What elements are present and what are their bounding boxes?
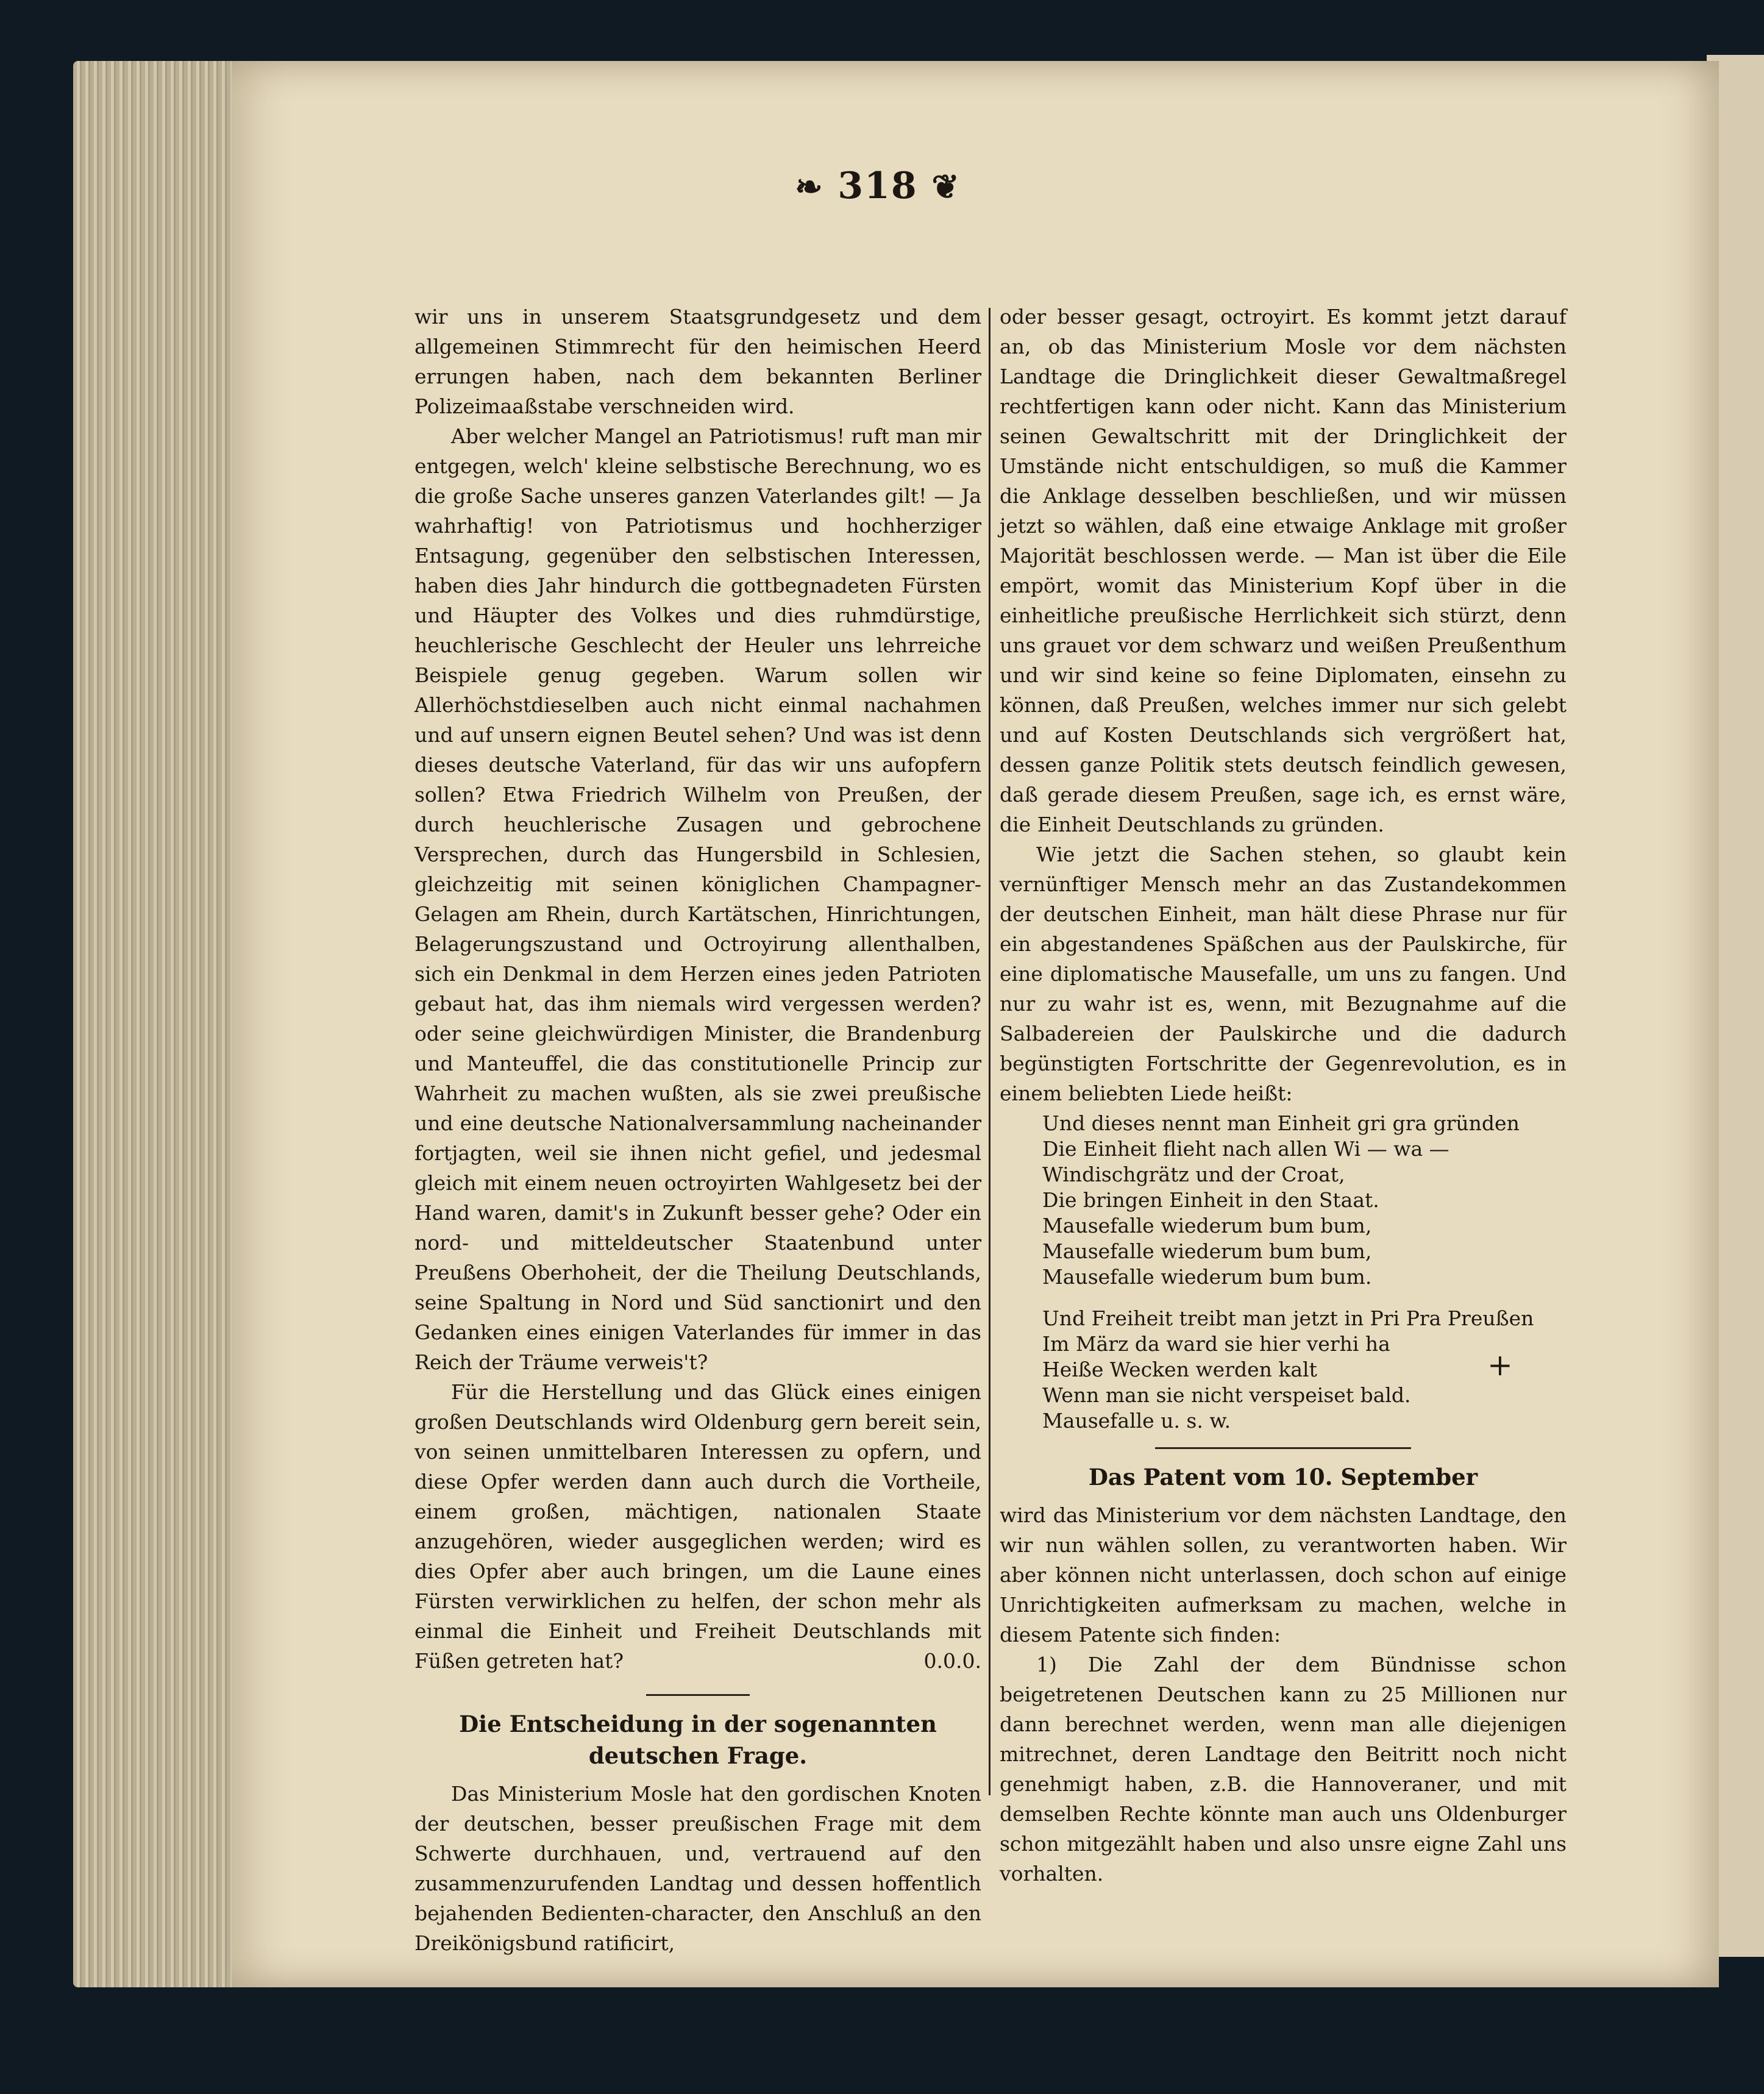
author-signature: 0.0.0. (923, 1649, 981, 1673)
stanza-gap (1042, 1290, 1567, 1306)
cross-mark: + (1487, 1347, 1513, 1383)
section-heading: Die Entscheidung in der sogenannten deutschen Frage. (459, 1711, 937, 1769)
verse-line: Windischgrätz und der Croat, (1042, 1163, 1345, 1186)
verse-line: Und dieses nennt man Einheit gri gra gründen (1042, 1111, 1520, 1135)
verse-line: Mausefalle wiederum bum bum, (1042, 1239, 1372, 1263)
left-column (414, 302, 981, 1958)
verse-line: Und Freiheit treibt man jetzt in Pri Pra Preußen (1042, 1306, 1534, 1330)
verse-line: Wenn man sie nicht verspeiset bald. (1042, 1383, 1411, 1407)
verse-line: Mausefalle wiederum bum bum, (1042, 1214, 1372, 1238)
verse-line: Im März da ward sie hier verhi ha (1042, 1332, 1390, 1356)
song-stanza (1042, 1111, 1567, 1434)
verse-line: Die Einheit flieht nach allen Wi — wa — (1042, 1137, 1449, 1161)
section-rule (1155, 1447, 1411, 1449)
page-number: ❧ 318 ❦ (795, 165, 961, 207)
book-page-edges (73, 61, 256, 1987)
paragraph: Das Ministerium Mosle hat den gordischen Knoten der deutschen, besser preußischen Frage mit dem Schwerte durchhauen, und, vertrauend auf den zusammenzurufenden Landtag und dessen hoffentlich bejahenden Bedienten-character, den Anschluß an den Dreikönigsbund ratificirt, (414, 1782, 981, 1955)
paragraph: Für die Herstellung und das Glück eines einigen großen Deutschlands wird Oldenburg gern bereit sein, von seinen unmittelbaren Interessen zu opfern, und diese Opfer werden dann auch durch die Vortheile, einem großen, mächtigen, nationalen Staate anzugehören, wieder ausgeglichen werden; wird es dies Opfer aber auch bringen, um die Laune eines Fürsten verwirklichen zu helfen, der schon mehr als einmal die Einheit und Freiheit Deutschlands mit Füßen getreten hat? 0.0.0. (414, 1377, 981, 1676)
verse-line: Heiße Wecken werden kalt (1042, 1358, 1317, 1381)
paragraph: wir uns in unserem Staatsgrundgesetz und dem allgemeinen Stimmrecht für den heimischen Heerd errungen haben, nach dem bekannten Berliner Polizeimaaßstabe verschneiden wird. (414, 305, 981, 418)
right-column (1000, 302, 1567, 1889)
paragraph: Aber welcher Mangel an Patriotismus! ruft man mir entgegen, welch' kleine selbstische Berechnung, wo es die große Sache unseres ganzen Vaterlandes gilt! — Ja wahrhaftig! von Patriotismus und hochherziger Entsagung, gegenüber den selbstischen Interessen, haben dies Jahr hindurch die gottbegnadeten Fürsten und Häupter des Volkes und dies ruhmdürstige, heuchlerische Geschlecht der Heuler uns lehrreiche Beispiele genug gegeben. Warum sollen wir Allerhöchstdieselben auch nicht einmal nachahmen und auf unsern eignen Beutel sehen? Und was ist denn dieses deutsche Vaterland, für das wir uns aufopfern sollen? Etwa Friedrich Wilhelm von Preußen, der durch heuchlerische Zusagen und gebrochene Versprechen, durch das Hungersbild in Schlesien, gleichzeitig mit seinen königlichen Champagner-Gelagen am Rhein, durch Kartätschen, Hinrichtungen, Belagerungszustand und Octroyirung allenthalben, sich ein Denkmal in dem Herzen eines jeden Patrioten gebaut hat, das ihm niemals wird vergessen werden? oder seine gleichwürdigen Minister, die Brandenburg und Manteuffel, die das constitutionelle Princip zur Wahrheit zu machen wußten, als sie zwei preußische und eine deutsche Nationalversammlung nacheinander fortjagten, weil sie ihnen nicht gefiel, und jedesmal gleich mit einem neuen octroyirten Wahlgesetz bei der Hand waren, damit's in Zukunft besser gehe? Oder ein nord- und mitteldeutscher Staatenbund unter Preußens Oberhoheit, der die Theilung Deutschlands, seine Spaltung in Nord und Süd sanctionirt und den Gedanken eines einigen Vaterlandes für immer in das Reich der Träume verweis't? (414, 424, 981, 1374)
verse-line: Mausefalle wiederum bum bum. (1042, 1265, 1372, 1289)
section-heading: Das Patent vom 10. September (1088, 1464, 1478, 1490)
paragraph: 1) Die Zahl der dem Bündnisse schon beigetretenen Deutschen kann zu 25 Millionen nur dann berechnet werden, wenn man alle diejenigen mitrechnet, deren Landtage den Beitritt noch nicht genehmigt haben, z.B. die Hannoveraner, und mit demselben Rechte könnte man auch uns Oldenburger schon mitgezählt haben und also unsre eigne Zahl uns vorhalten. (1000, 1653, 1567, 1886)
paragraph: oder besser gesagt, octroyirt. Es kommt jetzt darauf an, ob das Ministerium Mosle vor dem nächsten Landtage die Dringlichkeit dieser Gewaltmaßregel rechtfertigen kann oder nicht. Kann das Ministerium seinen Gewaltschritt mit der Dringlichkeit der Umstände nicht entschuldigen, so muß die Kammer die Anklage desselben beschließen, und wir müssen jetzt so wählen, daß eine etwaige Anklage mit großer Majorität beschlossen werde. — Man ist über die Eile empört, womit das Ministerium Kopf über in die einheitliche preußische Herrlichkeit sich stürzt, denn uns grauet vor dem schwarz und weißen Preußenthum und wir sind keine so feine Diplomaten, einsehn zu können, daß Preußen, welches immer nur sich gelebt und auf Kosten Deutschlands sich vergrößert hat, dessen ganze Politik stets deutsch feindlich gewesen, daß gerade diesem Preußen, sage ich, es ernst wäre, die Einheit Deutschlands zu gründen. (1000, 305, 1567, 836)
verse-line: Mausefalle u. s. w. (1042, 1409, 1231, 1433)
column-divider (989, 308, 990, 1795)
right-ornament-icon: ❦ (931, 167, 961, 206)
left-ornament-icon: ❧ (795, 167, 824, 206)
verse-line: Die bringen Einheit in den Staat. (1042, 1188, 1379, 1212)
section-rule (646, 1694, 750, 1696)
paragraph: wird das Ministerium vor dem nächsten Landtage, den wir nun wählen sollen, zu verantworten haben. Wir aber können nicht unterlassen, doch schon auf einige Unrichtigkeiten aufmerksam zu machen, welche in diesem Patente sich finden: (1000, 1503, 1567, 1647)
paragraph: Wie jetzt die Sachen stehen, so glaubt kein vernünftiger Mensch mehr an das Zustandekommen der deutschen Einheit, man hält diese Phrase nur für ein abgestandenes Späßchen aus der Paulskirche, für eine diplomatische Mausefalle, um uns zu fangen. Und nur zu wahr ist es, wenn, mit Bezugnahme auf die Salbadereien der Paulskirche und die dadurch begünstigten Fortschritte der Gegenrevolution, es in einem beliebten Liede heißt: (1000, 842, 1567, 1105)
